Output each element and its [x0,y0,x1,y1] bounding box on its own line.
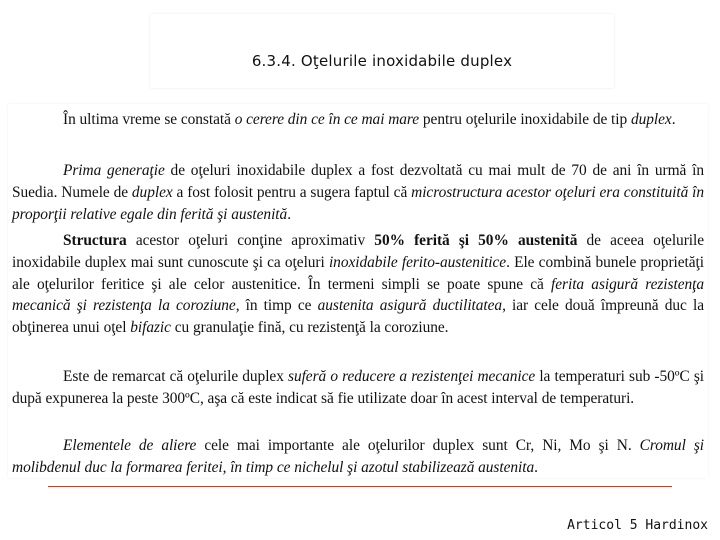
italic-span: duplex [131,183,173,201]
divider-line [48,486,672,487]
italic-span: inoxidabile ferito-austenitice [328,253,507,271]
text-span: de aceea oţelurile inoxidabile duplex mai sunt cunoscute şi ca oţeluri [12,232,704,271]
paragraph-5 [12,435,704,479]
text-span: Este de remarcat că oţelurile duplex [63,368,288,385]
italic-span: o cerere din ce în ce mai mare [234,111,420,128]
text-span: . [671,111,676,128]
paragraph-2 [12,160,704,225]
italic-span: microstructura acestor oţeluri era constituită în proporţii relative egale din ferită şi austenită [12,183,704,223]
text-span: acestor oţeluri conţine aproximativ [126,232,375,249]
italic-span: duplex [630,111,672,128]
text-span: . [287,205,291,223]
text-span: cu granulaţie fină, cu rezistenţă la coroziune. [170,319,449,337]
text-span: În ultima vreme se constată [63,111,235,128]
paragraph-3 [12,230,704,339]
bold-span: 50% ferită şi 50% austenită [374,232,578,249]
text-span: , iar cele două împreună duc la obţinerea unui oţel [12,297,704,337]
italic-span: Elementele de aliere [63,437,197,454]
text-span: de oţeluri inoxidabile duplex a fost dezvoltată cu mai mult de 70 de ani în urmă în Suedia. Numele de [12,162,704,201]
text-span: . Ele combină bunele proprietăţi ale oţelurilor feritice şi ale celor austenitice. În termeni simpli se poate spune că [12,253,704,293]
italic-span: Cromul şi molibdenul duc la formarea feritei, în timp ce nichelul şi azotul stabilizează austenita [12,437,704,476]
italic-span: ferita asigură rezistenţa mecanică şi rezistenţa la coroziune [12,275,704,315]
slide-title: 6.3.4. Oţelurile inoxidabile duplex [251,52,513,70]
paragraph-1 [12,109,704,131]
italic-span: bifazic [130,319,171,337]
italic-span: suferă o reducere a rezistenţei mecanice [288,368,536,385]
italic-span: austenita asigură ductilitatea [317,297,503,315]
text-span: , în timp ce [235,297,318,315]
text-span: cele mai importante ale oţelurilor duplex sunt Cr, Ni, Mo şi N. [196,437,640,454]
footer-caption: Articol 5 Hardinox [567,518,708,533]
title-box [150,14,614,88]
article-text-image [8,104,708,478]
italic-span: Prima generaţie [63,162,165,179]
text-span: pentru oţelurile inoxidabile de tip [419,111,631,128]
paragraph-4 [12,366,704,410]
text-span: la temperaturi sub -50ºC şi după expunerea la peste 300ºC, aşa că este indicat să fie utilizate doar în acest interval de temperaturi. [12,368,704,407]
text-span: a fost folosit pentru a sugera faptul că [172,183,412,201]
text-span: . [534,458,538,476]
bold-span: Structura [63,232,127,249]
